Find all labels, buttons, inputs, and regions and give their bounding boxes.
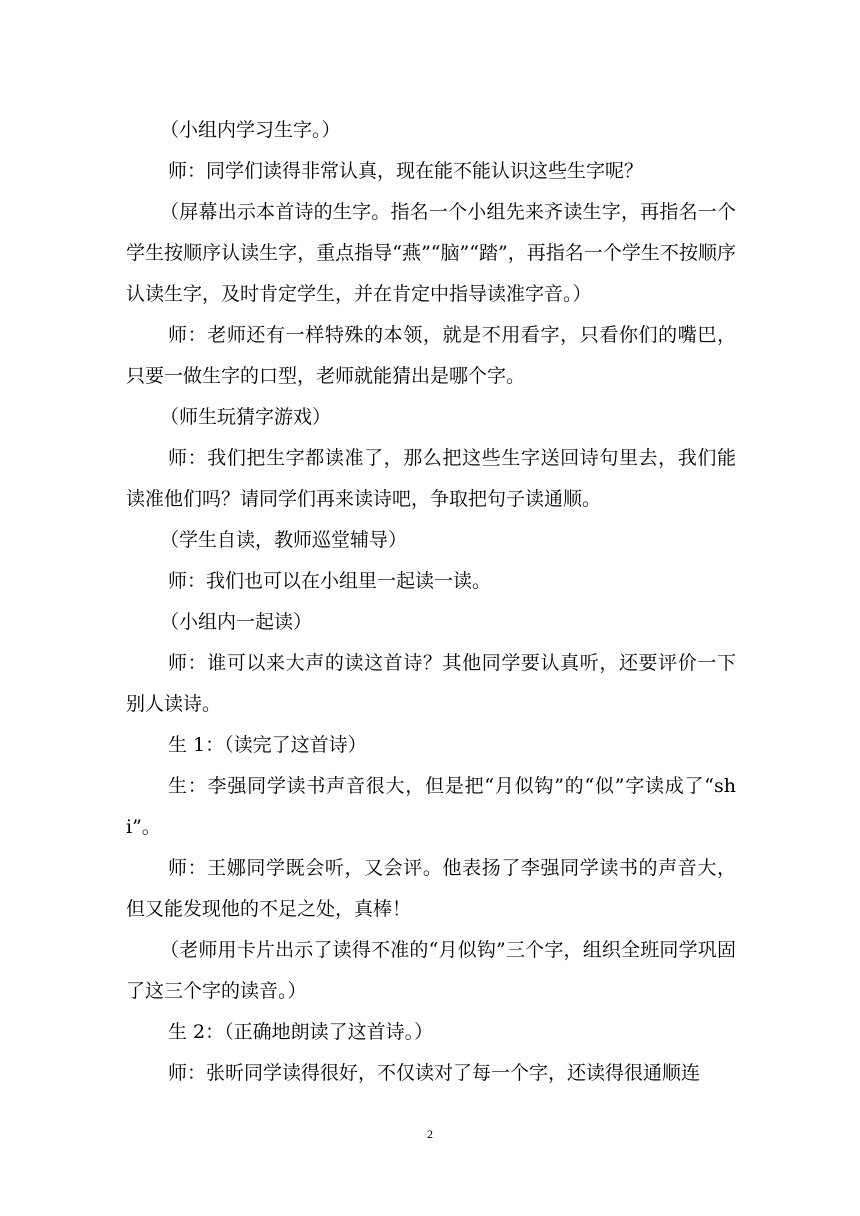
paragraph-teacher-question: 师：同学们读得非常认真，现在能不能认识这些生字呢？ — [168, 160, 644, 182]
paragraph-card-practice: （老师用卡片出示了读得不准的“月似钩”三个字，组织全班同学巩固了这三个字的读音。） — [126, 939, 736, 1002]
paragraph-guess-game: （师生玩猜字游戏） — [160, 406, 332, 428]
paragraph-student-2: 生 2：（正确地朗读了这首诗。） — [168, 1021, 434, 1043]
paragraph-teacher-read-poem: 师：我们把生字都读准了，那么把这些生字送回诗句里去，我们能读准他们吗？请同学们再来读诗吧，争取把句子读通顺。 — [126, 447, 736, 510]
paragraph-teacher-skill: 师：老师还有一样特殊的本领，就是不用看字，只看你们的嘴巴，只要一做生字的口型，老师就能猜出是哪个字。 — [126, 324, 736, 387]
paragraph-self-read: （学生自读，教师巡堂辅导） — [160, 529, 408, 551]
paragraph-teacher-group-read: 师：我们也可以在小组里一起读一读。 — [168, 570, 492, 592]
paragraph-teacher-feedback: 师：张昕同学读得很好，不仅读对了每一个字，还读得很通顺连 — [168, 1062, 701, 1084]
document-body — [126, 110, 736, 1094]
page-number: 2 — [427, 1127, 433, 1141]
paragraph-screen-instruction: （屏幕出示本首诗的生字。指名一个小组先来齐读生字，再指名一个学生按顺序认读生字，重点指导“燕”“脑”“踏”，再指名一个学生不按顺序认读生字，及时肯定学生，并在肯定中指导读准字音。） — [126, 201, 736, 305]
paragraph-group-read: （小组内一起读） — [160, 611, 313, 633]
paragraph-student-1: 生 1：（读完了这首诗） — [168, 734, 367, 756]
paragraph-student-comment: 生：李强同学读书声音很大，但是把“月似钩”的“似”字读成了“shi”。 — [126, 775, 736, 838]
paragraph-teacher-who-reads: 师：谁可以来大声的读这首诗？其他同学要认真听，还要评价一下别人读诗。 — [126, 652, 736, 715]
paragraph-group-study: （小组内学习生字。） — [160, 119, 341, 141]
paragraph-teacher-praise: 师：王娜同学既会听，又会评。他表扬了李强同学读书的声音大，但又能发现他的不足之处，真棒！ — [126, 857, 736, 920]
